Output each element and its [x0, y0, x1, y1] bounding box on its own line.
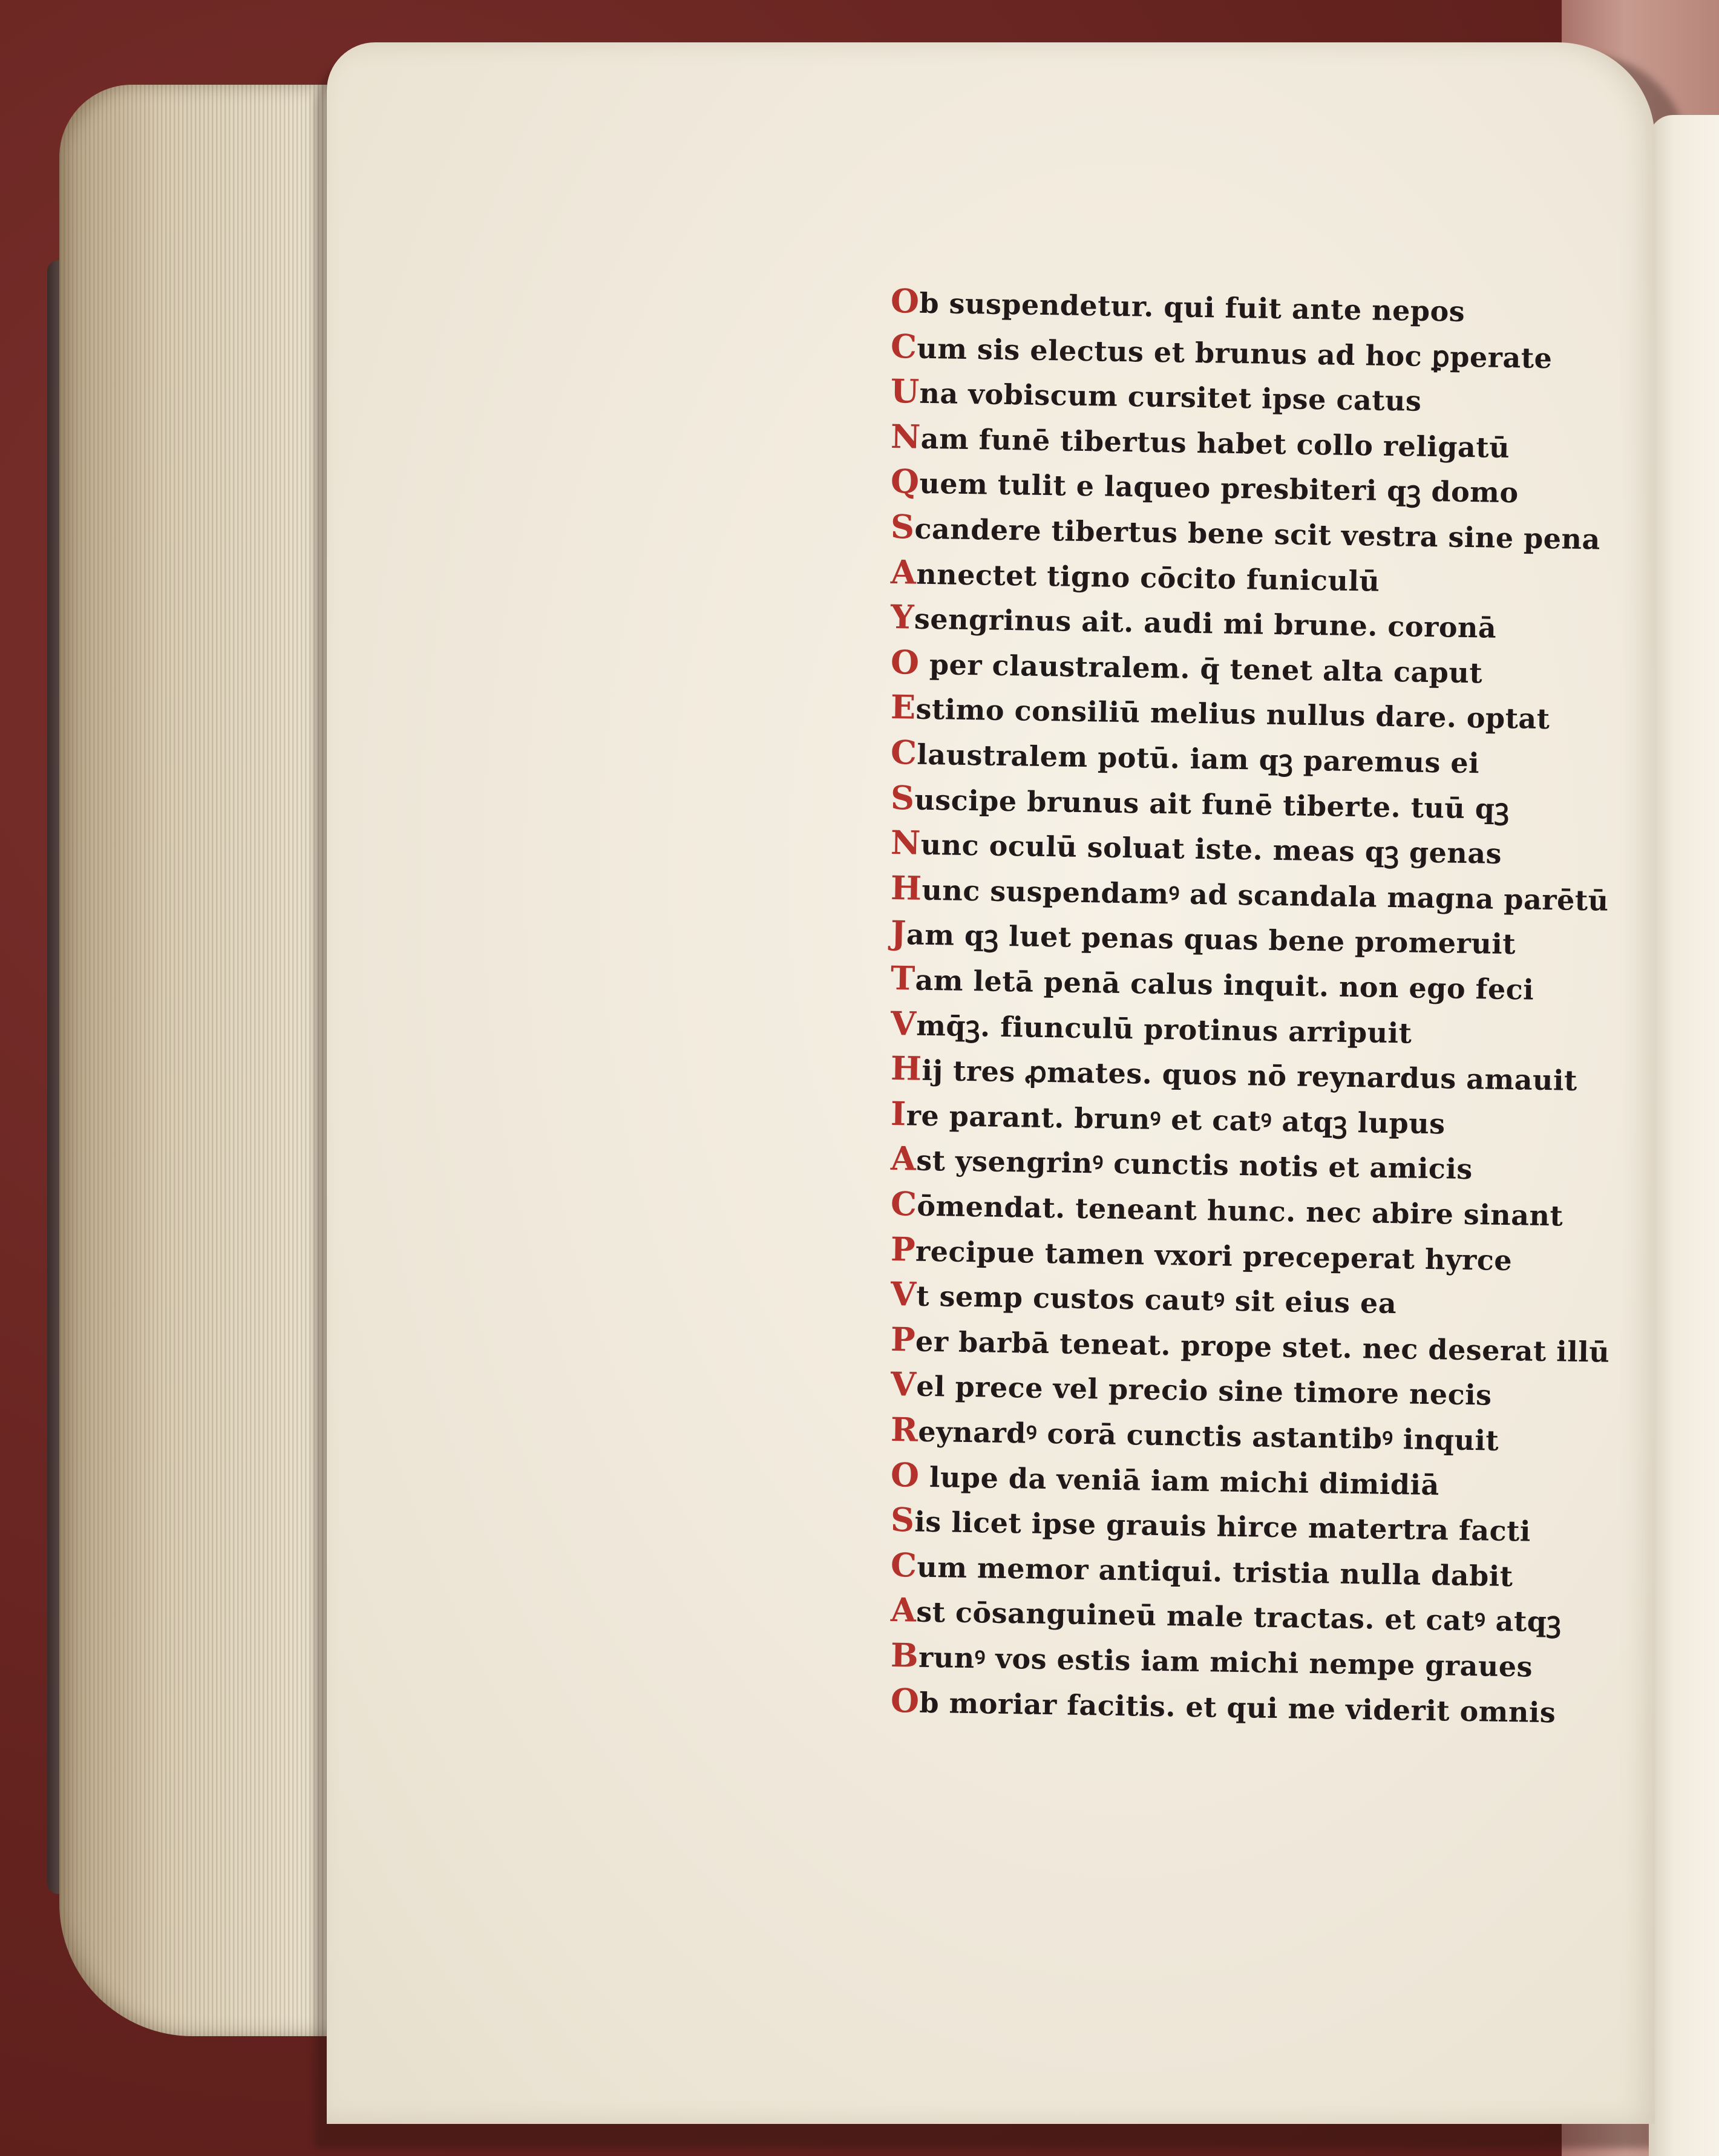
verse-line-text: uscipe brunus ait funē tiberte. tuū qꝫ — [914, 783, 1510, 825]
rubricated-initial: A — [890, 1139, 917, 1179]
verse-line-text: stimo consiliū melius nullus dare. optat — [915, 693, 1550, 736]
verse-line-text: unc suspendamꝰ ad scandala magna parētū — [922, 873, 1609, 917]
rubricated-initial: N — [890, 416, 922, 456]
rubricated-initial: O — [890, 642, 920, 682]
verse-line-text: uem tulit e laqueo presbiteri qꝫ domo — [919, 467, 1519, 510]
verse-line-text: st ysengrinꝰ cunctis notis et amicis — [915, 1144, 1473, 1186]
verse-line-text: um sis electus et brunus ad hoc ꝑperate — [917, 332, 1553, 375]
rubricated-initial: V — [890, 1365, 917, 1404]
rubricated-initial: O — [890, 1455, 920, 1495]
rubricated-initial: A — [890, 1590, 917, 1630]
verse-line-text: unc oculū soluat iste. meas qꝫ genas — [920, 828, 1502, 871]
verse-line-text: am qꝫ luet penas quas bene promeruit — [906, 918, 1516, 961]
rubricated-initial: P — [890, 1319, 916, 1359]
verse-line-text: am letā penā calus inquit. non ego feci — [915, 963, 1534, 1006]
verse-line-text: is licet ipse grauis hirce matertra facti — [914, 1505, 1531, 1548]
verse-line — [890, 1452, 1439, 1506]
verse-line-text: st cōsanguineū male tractas. et catꝰ atqꝫ — [915, 1596, 1562, 1639]
rubricated-initial: S — [890, 1500, 915, 1539]
rubricated-initial: C — [890, 733, 917, 772]
rubricated-initial: O — [890, 1680, 920, 1720]
verse-line-text: b moriar facitis. et qui me viderit omnis — [919, 1686, 1556, 1729]
verse-line-text: nnectet tigno cōcito funiculū — [915, 557, 1380, 598]
rubricated-initial: V — [890, 1274, 917, 1314]
verse-line-text: um memor antiqui. tristia nulla dabit — [917, 1550, 1513, 1593]
verse-line — [890, 1407, 1499, 1461]
verse-line-text: re parant. brunꝰ et catꝰ atqꝫ lupus — [906, 1099, 1446, 1141]
rubricated-initial: N — [890, 823, 922, 862]
rubricated-initial: T — [890, 958, 916, 998]
rubricated-initial: V — [890, 1003, 917, 1043]
verse-line-text: candere tibertus bene scit vestra sine pena — [914, 512, 1601, 556]
verse-line — [890, 278, 1465, 332]
verse-line-text: el prece vel precio sine timore necis — [915, 1370, 1492, 1412]
verse-line-text: t semp custos cautꝰ sit eius ea — [915, 1279, 1397, 1320]
verse-line — [890, 1091, 1446, 1144]
rubricated-initial: A — [890, 552, 917, 592]
verse-line-text: laustralem potū. iam qꝫ paremus ei — [917, 738, 1480, 780]
verse-line-text: lupe da veniā iam michi dimidiā — [919, 1460, 1440, 1501]
verse-line-text: b suspendetur. qui fuit ante nepos — [919, 286, 1465, 328]
rubricated-initial: S — [890, 778, 915, 818]
verse-line-text: sengrinus ait. audi mi brune. coronā — [914, 602, 1497, 644]
rubricated-initial: I — [890, 1093, 907, 1133]
verse-line-text: eynardꝰ corā cunctis astantibꝰ inquit — [917, 1415, 1499, 1457]
verse-line-text: runꝰ vos estis iam michi nempe graues — [918, 1640, 1533, 1683]
verse-line — [890, 369, 1422, 422]
facing-page — [1649, 115, 1719, 2156]
rubricated-initial: P — [890, 1229, 916, 1269]
verse-line — [890, 1136, 1473, 1190]
verse-line — [890, 1001, 1412, 1054]
rubricated-initial: O — [890, 281, 920, 321]
rubricated-initial: Y — [890, 597, 915, 637]
verse-line — [890, 730, 1479, 784]
verse-line-text: ōmendat. teneant hunc. nec abire sinant — [917, 1189, 1563, 1233]
verse-line-text: er barbā teneat. prope stet. nec deserat illū — [915, 1325, 1610, 1369]
verse-line — [890, 1271, 1396, 1324]
rubricated-initial: E — [890, 687, 917, 727]
verse-line-text: per claustralem. q̄ tenet alta caput — [919, 647, 1483, 690]
verse-line — [890, 549, 1380, 602]
rubricated-initial: B — [890, 1636, 919, 1675]
rubricated-initial: Q — [890, 462, 920, 502]
rubricated-initial: U — [890, 372, 920, 411]
rubricated-initial: S — [890, 507, 915, 546]
verse-text-block — [890, 278, 1610, 1731]
rubricated-initial: H — [890, 868, 923, 908]
verse-line-text: recipue tamen vxori preceperat hyrce — [915, 1234, 1513, 1277]
rubricated-initial: R — [890, 1410, 918, 1449]
rubricated-initial: H — [890, 1049, 923, 1088]
rubricated-initial: C — [890, 1184, 917, 1224]
verse-line-text: mq̄ꝫ. fiunculū protinus arripuit — [915, 1009, 1412, 1050]
rubricated-initial: C — [890, 1545, 917, 1585]
rubricated-initial: C — [890, 326, 917, 366]
verse-line-text: am funē tibertus habet collo religatū — [920, 422, 1510, 464]
rubricated-initial: J — [890, 913, 907, 952]
verse-line-text: ij tres ꝓmates. quos nō reynardus amauit — [922, 1053, 1578, 1098]
verse-line-text: na vobiscum cursitet ipse catus — [919, 376, 1422, 418]
